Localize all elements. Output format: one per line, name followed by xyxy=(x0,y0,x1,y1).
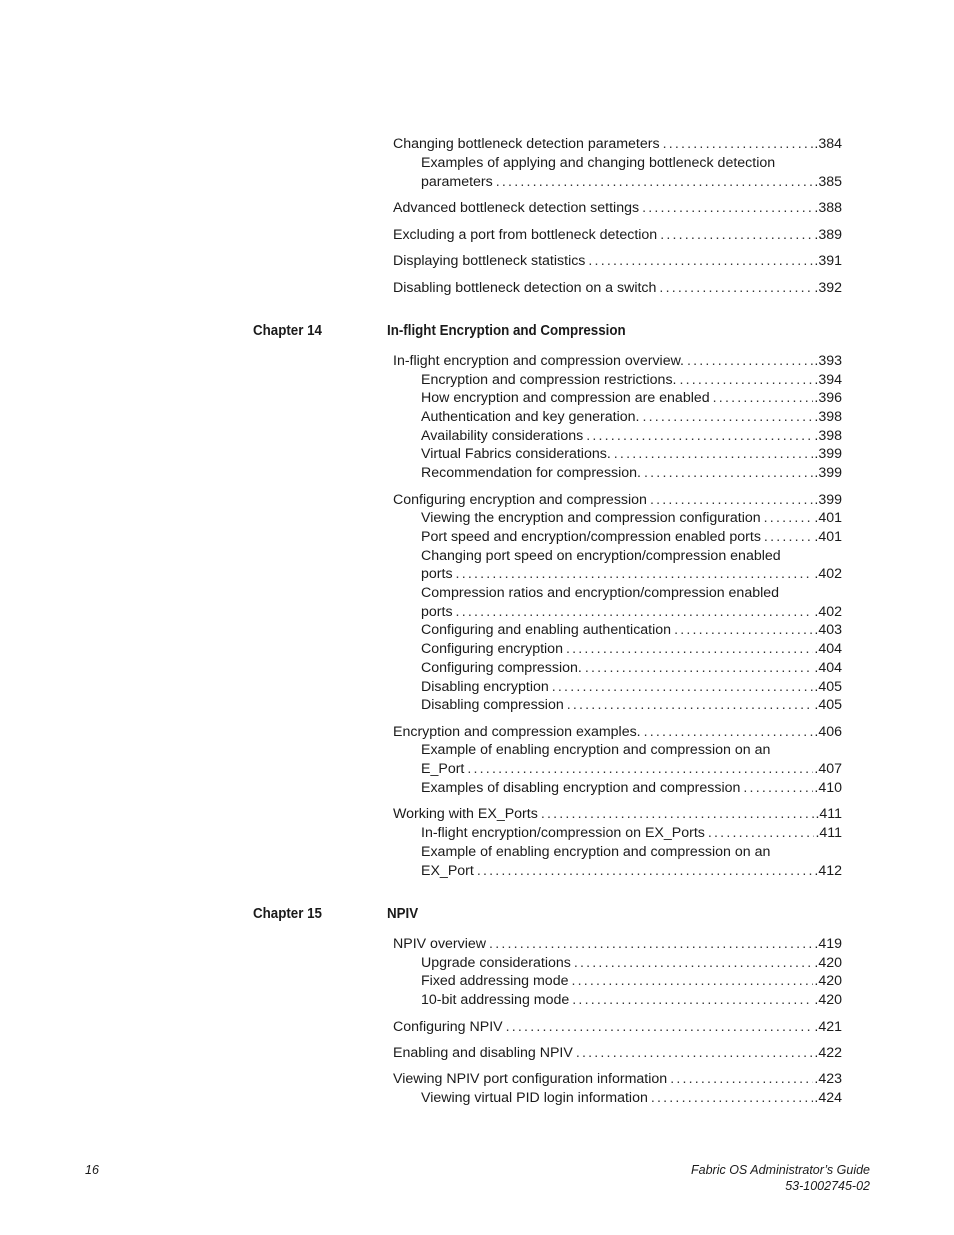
toc-entry[interactable] xyxy=(421,389,842,407)
toc-entry-title: Displaying bottleneck statistics xyxy=(393,253,586,269)
toc-entry-title: NPIV overview xyxy=(393,936,487,952)
toc-page-number: .403 xyxy=(814,622,842,638)
toc-entry[interactable] xyxy=(421,584,842,602)
toc-entry-title: E_Port xyxy=(421,761,465,777)
toc-entry-title: ports xyxy=(421,566,453,582)
toc-page-number: .410 xyxy=(814,780,842,796)
leader-dots xyxy=(586,427,813,445)
toc-entry[interactable] xyxy=(421,640,842,658)
toc-entry[interactable] xyxy=(421,696,842,714)
page-number: 16 xyxy=(85,1163,99,1177)
toc-entry[interactable] xyxy=(421,678,842,696)
toc-entry[interactable] xyxy=(421,972,842,990)
toc-page-number: .424 xyxy=(814,1090,842,1106)
toc-entry-title: In-flight encryption/compression on EX_Ports xyxy=(421,825,705,841)
leader-dots xyxy=(687,352,813,370)
toc-entry-title: 10-bit addressing mode xyxy=(421,992,570,1008)
toc-entry[interactable] xyxy=(421,779,842,797)
toc-entry[interactable] xyxy=(421,154,842,172)
toc-entry-title: Disabling encryption xyxy=(421,679,549,695)
toc-entry[interactable] xyxy=(421,603,842,621)
toc-page-number: .421 xyxy=(814,1019,842,1035)
toc-entry-title: Compression ratios and encryption/compression enabled xyxy=(421,585,780,601)
toc-page-number: .407 xyxy=(814,761,842,777)
toc-page-number: .402 xyxy=(814,566,842,582)
toc-entry-title: Viewing NPIV port configuration information xyxy=(393,1071,668,1087)
toc-page-number: .406 xyxy=(814,724,842,740)
leader-dots xyxy=(571,972,813,990)
toc-entry[interactable] xyxy=(421,621,842,639)
toc-entry[interactable] xyxy=(393,352,842,370)
toc-entry-title: Viewing virtual PID login information xyxy=(421,1090,648,1106)
toc-entry-title: Changing port speed on encryption/compression enabled xyxy=(421,548,781,564)
toc-entry[interactable] xyxy=(393,252,842,270)
leader-dots xyxy=(680,371,814,389)
toc-entry[interactable] xyxy=(421,659,842,677)
leader-dots xyxy=(674,621,813,639)
toc-entry-title: Configuring and enabling authentication xyxy=(421,622,672,638)
leader-dots xyxy=(614,445,814,463)
toc-page-number: .420 xyxy=(814,955,842,971)
toc-entry-title: Advanced bottleneck detection settings xyxy=(393,200,640,216)
toc-page-number: .396 xyxy=(814,390,842,406)
leader-dots xyxy=(456,565,814,583)
leader-dots xyxy=(644,464,813,482)
leader-dots xyxy=(764,509,814,527)
toc-page-number: .419 xyxy=(814,936,842,952)
toc-entry-title: Viewing the encryption and compression configuration xyxy=(421,510,761,526)
toc-entry[interactable] xyxy=(421,408,842,426)
chapter-label: Chapter 15 xyxy=(253,906,322,922)
toc-entry[interactable] xyxy=(393,226,842,244)
toc-page-number: .411 xyxy=(815,806,842,822)
toc-entry-title: Recommendation for compression. xyxy=(421,465,642,481)
toc-page-number: .384 xyxy=(814,136,842,152)
toc-entry-title: Encryption and compression restrictions. xyxy=(421,372,677,388)
leader-dots xyxy=(643,408,814,426)
toc-entry-title: Configuring compression. xyxy=(421,660,582,676)
toc-entry[interactable] xyxy=(421,371,842,389)
leader-dots xyxy=(566,640,813,658)
doc-number: 53-1002745-02 xyxy=(785,1179,870,1193)
toc-entry[interactable] xyxy=(421,991,842,1009)
leader-dots xyxy=(456,603,814,621)
toc-entry-title: Example of enabling encryption and compression on an xyxy=(421,742,771,758)
toc-page-number: .391 xyxy=(814,253,842,269)
toc-page-number: .405 xyxy=(814,697,842,713)
toc-entry-title: Changing bottleneck detection parameters xyxy=(393,136,660,152)
leader-dots xyxy=(585,659,814,677)
toc-page-number: .388 xyxy=(814,200,842,216)
toc-entry-title: Enabling and disabling NPIV xyxy=(393,1045,573,1061)
toc-entry[interactable] xyxy=(421,1089,842,1107)
toc-page-number: .411 xyxy=(815,825,842,841)
toc-entry[interactable] xyxy=(393,805,842,823)
toc-entry-title: Working with EX_Ports xyxy=(393,806,538,822)
toc-entry-title: Encryption and compression examples. xyxy=(393,724,641,740)
toc-entry[interactable] xyxy=(393,935,842,953)
toc-entry[interactable] xyxy=(421,464,842,482)
toc-page-number: .404 xyxy=(814,660,842,676)
toc-page-number: .399 xyxy=(814,492,842,508)
toc-entry-title: Examples of applying and changing bottleneck detection xyxy=(421,155,776,171)
toc-page-number: .393 xyxy=(814,353,842,369)
toc-entry-title: Configuring NPIV xyxy=(393,1019,503,1035)
leader-dots xyxy=(567,696,814,714)
toc-entry-title: Upgrade considerations xyxy=(421,955,571,971)
toc-entry[interactable] xyxy=(421,760,842,778)
toc-entry[interactable] xyxy=(421,741,842,759)
leader-dots xyxy=(659,279,813,297)
toc-entry-title: Examples of disabling encryption and compression xyxy=(421,780,741,796)
toc-entry[interactable] xyxy=(421,565,842,583)
leader-dots xyxy=(650,491,813,509)
toc-entry-title: Virtual Fabrics considerations. xyxy=(421,446,611,462)
leader-dots xyxy=(489,935,813,953)
leader-dots xyxy=(708,824,815,842)
toc-page-number: .394 xyxy=(814,372,842,388)
toc-entry-title: Availability considerations xyxy=(421,428,584,444)
leader-dots xyxy=(642,199,813,217)
toc-entry-title: Disabling bottleneck detection on a switch xyxy=(393,280,657,296)
leader-dots xyxy=(651,1089,814,1107)
leader-dots xyxy=(477,862,814,880)
toc-entry-title: Disabling compression xyxy=(421,697,564,713)
chapter-label: Chapter 14 xyxy=(253,323,322,339)
leader-dots xyxy=(576,1044,814,1062)
toc-entry-title: Configuring encryption xyxy=(421,641,563,657)
toc-page-number: .412 xyxy=(814,863,842,879)
toc-page-number: .401 xyxy=(814,529,842,545)
toc-entry[interactable] xyxy=(421,862,842,880)
toc-entry[interactable] xyxy=(421,528,842,546)
toc-page-number: .420 xyxy=(814,973,842,989)
leader-dots xyxy=(506,1018,814,1036)
toc-entry-title: Configuring encryption and compression xyxy=(393,492,647,508)
toc-entry-title: How encryption and compression are enabled xyxy=(421,390,710,406)
leader-dots xyxy=(552,678,814,696)
leader-dots xyxy=(764,528,813,546)
toc-page-number: .423 xyxy=(814,1071,842,1087)
toc-page-number: .398 xyxy=(814,409,842,425)
toc-entry-title: ports xyxy=(421,604,453,620)
toc-entry-title: In-flight encryption and compression overview. xyxy=(393,353,684,369)
leader-dots xyxy=(588,252,813,270)
toc-page-number: .389 xyxy=(814,227,842,243)
leader-dots xyxy=(670,1070,813,1088)
leader-dots xyxy=(713,389,814,407)
toc-entry[interactable] xyxy=(421,427,842,445)
leader-dots xyxy=(663,135,814,153)
toc-page-number: .399 xyxy=(814,446,842,462)
toc-page-number: .404 xyxy=(814,641,842,657)
toc-entry[interactable] xyxy=(421,509,842,527)
toc-entry[interactable] xyxy=(421,445,842,463)
leader-dots xyxy=(541,805,815,823)
toc-entry[interactable] xyxy=(393,1044,842,1062)
leader-dots xyxy=(467,760,813,778)
toc-entry[interactable] xyxy=(421,843,842,861)
leader-dots xyxy=(496,173,814,191)
chapter-title[interactable]: In-flight Encryption and Compression xyxy=(387,323,626,339)
toc-page-number: .401 xyxy=(814,510,842,526)
toc-entry[interactable] xyxy=(421,173,842,191)
toc-page-number: .399 xyxy=(814,465,842,481)
toc-entry[interactable] xyxy=(421,954,842,972)
toc-entry[interactable] xyxy=(393,135,842,153)
toc-page-number: .392 xyxy=(814,280,842,296)
toc-page-number: .420 xyxy=(814,992,842,1008)
toc-entry[interactable] xyxy=(393,491,842,509)
toc-entry[interactable] xyxy=(393,1018,842,1036)
toc-page-number: .405 xyxy=(814,679,842,695)
leader-dots xyxy=(660,226,813,244)
toc-page-number: .398 xyxy=(814,428,842,444)
leader-dots xyxy=(574,954,814,972)
toc-page-number: .402 xyxy=(814,604,842,620)
leader-dots xyxy=(743,779,813,797)
toc-entry-title: Authentication and key generation. xyxy=(421,409,640,425)
toc-entry[interactable] xyxy=(393,723,842,741)
toc-entry-title: Fixed addressing mode xyxy=(421,973,569,989)
toc-entry[interactable] xyxy=(393,279,842,297)
toc-entry[interactable] xyxy=(421,547,842,565)
chapter-title[interactable]: NPIV xyxy=(387,906,419,922)
guide-title: Fabric OS Administrator’s Guide xyxy=(691,1163,870,1177)
toc-page-number: .385 xyxy=(814,174,842,190)
toc-entry-title: parameters xyxy=(421,174,493,190)
toc-entry-title: Example of enabling encryption and compression on an xyxy=(421,844,771,860)
leader-dots xyxy=(572,991,813,1009)
toc-entry-title: Port speed and encryption/compression enabled ports xyxy=(421,529,761,545)
toc-entry-title: EX_Port xyxy=(421,863,474,879)
toc-entry[interactable] xyxy=(393,1070,842,1088)
leader-dots xyxy=(644,723,814,741)
toc-entry[interactable] xyxy=(421,824,842,842)
footer-doc-info xyxy=(691,1162,870,1194)
toc-entry[interactable] xyxy=(393,199,842,217)
toc-entry-title: Excluding a port from bottleneck detection xyxy=(393,227,658,243)
toc-page-number: .422 xyxy=(814,1045,842,1061)
